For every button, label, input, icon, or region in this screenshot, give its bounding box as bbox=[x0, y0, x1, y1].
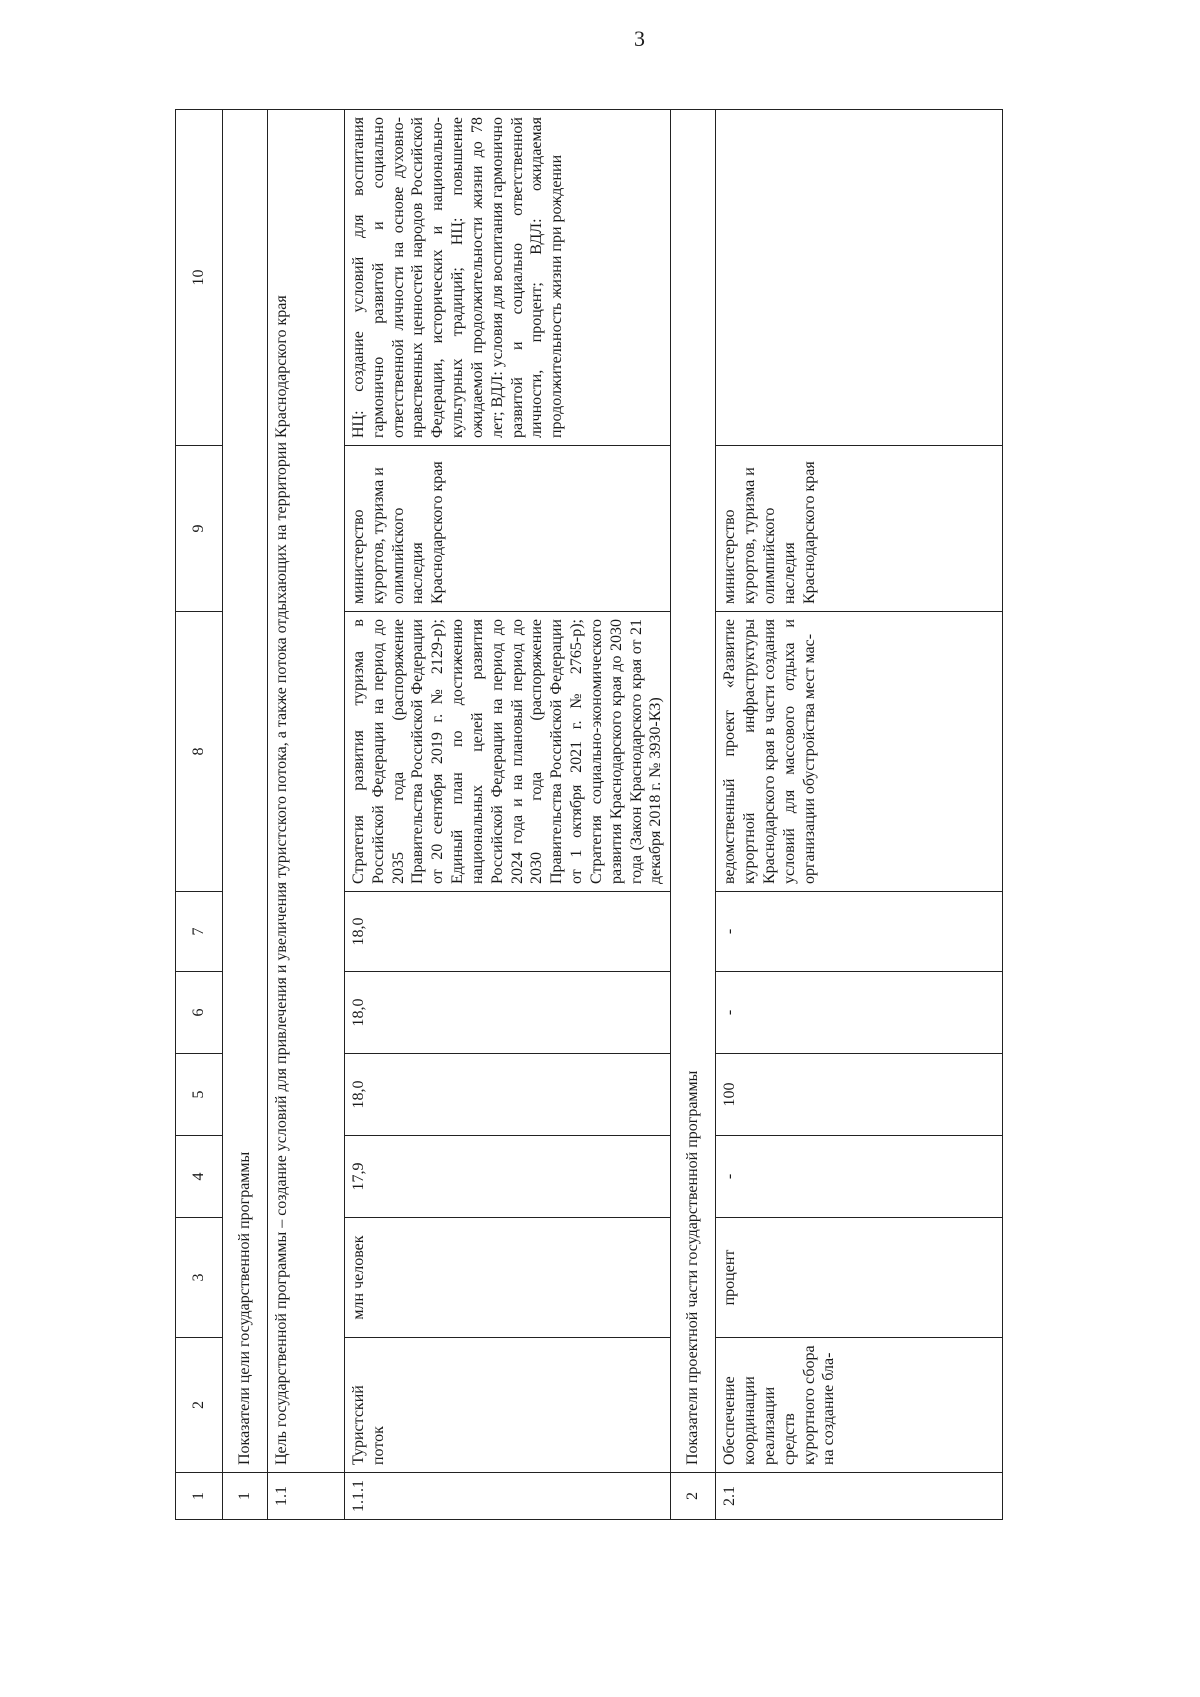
value-col5: 100 bbox=[716, 1054, 1003, 1136]
unit: процент bbox=[716, 1218, 1003, 1338]
header-cell: 2 bbox=[176, 1338, 223, 1473]
indicators-table bbox=[175, 109, 1003, 1520]
value-col6: 18,0 bbox=[345, 972, 671, 1054]
indicator-name: Обеспечение координации реализации средств курортного сбора на создание бла- bbox=[716, 1338, 1003, 1473]
value-col4: - bbox=[716, 1136, 1003, 1218]
national-goals-link: НЦ: создание условий для воспитания гармонично развитой и социально ответственной личности на основе духовно-нравственных ценностей народов Российской Федерации, исторических и национально-культурных традиций; НЦ: повышение ожидаемой продолжительности жизни до 78 лет; ВДЛ: условия для воспитания гармонично развитой и социально ответственной личности, процент; ВДЛ: ожидаемая продолжительность жизни при рождении bbox=[345, 110, 671, 446]
header-cell: 3 bbox=[176, 1218, 223, 1338]
unit: млн человек bbox=[345, 1218, 671, 1338]
section-number: 1 bbox=[223, 1473, 268, 1520]
row-number: 1.1.1 bbox=[345, 1473, 671, 1520]
value-col6: - bbox=[716, 972, 1003, 1054]
section-row-1 bbox=[223, 110, 268, 1520]
section-title: Показатели проектной части государственной программы bbox=[671, 110, 716, 1473]
header-cell: 1 bbox=[176, 1473, 223, 1520]
header-cell: 10 bbox=[176, 110, 223, 446]
value-col7: 18,0 bbox=[345, 892, 671, 972]
section-row-2 bbox=[671, 110, 716, 1520]
section-title: Показатели цели государственной программы bbox=[223, 110, 268, 1473]
header-cell: 9 bbox=[176, 446, 223, 612]
basis-documents: ведомственный проект «Развитие курортной инфраструктуры Краснодарского края в части создания условий для массового отдыха и организации обустройства мест мас- bbox=[716, 612, 1003, 892]
basis-documents: Стратегия развития туризма в Российской Федерации на период до 2035 года (распоряжение Правительства Российской Федерации от 20 сентября 2019 г. № 2129-р); Единый план по достижению национальных целей развития Российской Федерации на период до 2024 года и на плановый период до 2030 года (распоряжение Правительства Российской Федерации от 1 октября 2021 г. № 2765-р); Стратегия социально-экономического развития Краснодарского края до 2030 года (Закон Краснодарского края от 21 декабря 2018 г. № 3930-КЗ) bbox=[345, 612, 671, 892]
header-cell: 8 bbox=[176, 612, 223, 892]
responsible-body: министерство курортов, туризма и олимпийского наследия Краснодарского края bbox=[716, 446, 1003, 612]
value-col5: 18,0 bbox=[345, 1054, 671, 1136]
indicator-name: Туристский поток bbox=[345, 1338, 671, 1473]
table-row bbox=[345, 110, 671, 1520]
goal-text: Цель государственной программы – создание условий для привлечения и увеличения туристского потока, а также потока отдыхающих на территории Краснодарского края bbox=[268, 110, 345, 1473]
header-cell: 7 bbox=[176, 892, 223, 972]
header-cell: 4 bbox=[176, 1136, 223, 1218]
goal-row bbox=[268, 110, 345, 1520]
page-number: 3 bbox=[634, 26, 645, 51]
national-goals-link bbox=[716, 110, 1003, 446]
rotated-table-wrapper bbox=[175, 110, 1055, 1520]
value-col7: - bbox=[716, 892, 1003, 972]
table-row bbox=[716, 110, 1003, 1520]
goal-number: 1.1 bbox=[268, 1473, 345, 1520]
responsible-body: министерство курортов, туризма и олимпийского наследия Краснодарского края bbox=[345, 446, 671, 612]
header-cell: 6 bbox=[176, 972, 223, 1054]
row-number: 2.1 bbox=[716, 1473, 1003, 1520]
section-number: 2 bbox=[671, 1473, 716, 1520]
header-row bbox=[176, 110, 223, 1520]
header-cell: 5 bbox=[176, 1054, 223, 1136]
value-col4: 17,9 bbox=[345, 1136, 671, 1218]
